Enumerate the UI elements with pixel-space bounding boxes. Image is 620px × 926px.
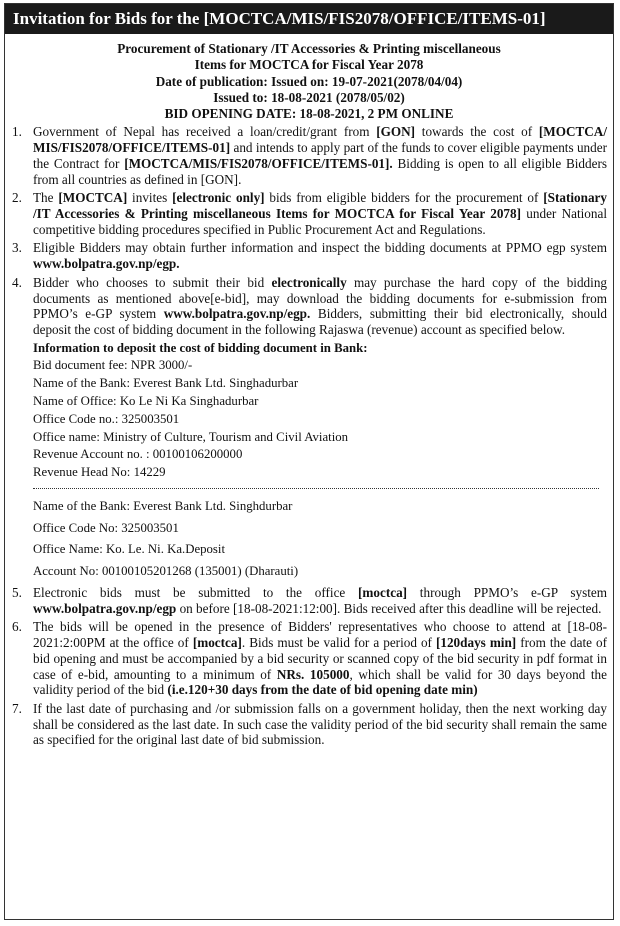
clause-text-run: , which shall be valid for 30 days beyond the validity period of the bid bbox=[33, 666, 607, 698]
clause-number: 2. bbox=[12, 190, 22, 206]
clause-text-run: Bidders, submitting their bid electronically, should deposit the cost of bidding document in the following Rajaswa (revenue) account as specified below. bbox=[33, 306, 607, 337]
clause-text-bold: [MOCTCA] bbox=[58, 190, 128, 206]
bank-info-line: Name of Office: Ko Le Ni Ka Singhadurbar bbox=[33, 394, 259, 409]
clause-text-run: and intends to apply part of the funds to cover eligible payments under the Contract for bbox=[33, 140, 607, 171]
bank-account-line: Account No: 00100105201268 (135001) (Dharauti) bbox=[33, 563, 299, 578]
clause-item bbox=[5, 240, 613, 271]
clause-text-bold: [electronic only] bbox=[172, 190, 265, 206]
bank-info-line: Office name: Ministry of Culture, Tourism and Civil Aviation bbox=[33, 429, 349, 444]
clause-item bbox=[5, 275, 613, 582]
clause-text-run: If the last date of purchasing and /or submission falls on a government holiday, then the next working day shall be considered as the last date. In such case the validity period of the bid security shall remain the same as specified for the original last date of bid submission. bbox=[33, 700, 607, 748]
clause-text-bold: [MOCTCA/MIS/FIS2078/OFFICE/ITEMS-01]. bbox=[124, 155, 393, 171]
notice-title: Invitation for Bids for the [MOCTCA/MIS/FIS2078/OFFICE/ITEMS-01] bbox=[5, 4, 613, 34]
bank-info-line: Name of the Bank: Everest Bank Ltd. Singhadurbar bbox=[33, 376, 299, 391]
bank-account-line: Name of the Bank: Everest Bank Ltd. Singhdurbar bbox=[33, 499, 293, 513]
clause-text bbox=[33, 240, 607, 271]
clause-text-run: Eligible Bidders may obtain further information and inspect the bidding documents at PPMO egp system bbox=[33, 240, 607, 256]
bank-account-line: Office Code No: 325003501 bbox=[33, 520, 179, 535]
bid-notice bbox=[4, 3, 614, 920]
clause-number: 3. bbox=[12, 240, 22, 256]
bank-info-line: Bid document fee: NPR 3000/- bbox=[33, 358, 193, 373]
clause-item bbox=[5, 124, 613, 187]
clause-text bbox=[33, 585, 607, 616]
clause-text bbox=[33, 190, 607, 236]
clause-text bbox=[33, 275, 607, 337]
clause-text-run: Electronic bids must be submitted to the office bbox=[33, 585, 359, 600]
clause-text-bold: [GON] bbox=[376, 124, 416, 140]
clause-text-bold: www.bolpatra.gov.np/egp. bbox=[33, 256, 180, 272]
header-line-opening-date: BID OPENING DATE: 18-08-2021, 2 PM ONLINE bbox=[164, 106, 454, 122]
clause-text-bold: [Stationary /IT Accessories & Printing miscellaneous Items for MOCTCA for Fiscal Year 2078] bbox=[33, 190, 608, 221]
clause-text-run: invites bbox=[127, 190, 173, 206]
clause-text-bold: www.bolpatra.gov.np/egp. bbox=[163, 306, 311, 322]
clause-text-run: under National competitive bidding procedures specified in Public Procurement Act and Regulations. bbox=[33, 206, 607, 237]
clause-number: 5. bbox=[12, 585, 22, 600]
bank-info-line: Revenue Account no. : 00100106200000 bbox=[33, 447, 243, 462]
notice-header bbox=[5, 41, 613, 122]
clause-text-run: bids from eligible bidders for the procurement of bbox=[264, 190, 544, 206]
clause-text-run: from the date of bid opening and must be accompanied by a bid security or scanned copy of the bid security in pdf format in case of e-bid, amounting to a minimum of bbox=[33, 635, 608, 682]
clause-item bbox=[5, 619, 613, 698]
clause-text bbox=[33, 124, 607, 186]
clause-text-run: through PPMO’s e-GP system bbox=[407, 585, 607, 600]
clause-text-bold: electronically bbox=[271, 274, 347, 290]
clause-text-bold: [120days min] bbox=[435, 635, 517, 651]
clause-item bbox=[5, 190, 613, 237]
clause-text bbox=[33, 701, 607, 747]
clause-number: 4. bbox=[12, 274, 22, 290]
header-line-publication-date: Date of publication: Issued on: 19-07-2021(2078/04/04) bbox=[155, 73, 463, 89]
bank-info-heading: Information to deposit the cost of bidding document in Bank: bbox=[33, 340, 368, 355]
clause-item bbox=[5, 701, 613, 748]
header-line-items: Items for MOCTCA for Fiscal Year 2078 bbox=[194, 57, 424, 73]
header-line-issued-to: Issued to: 18-08-2021 (2078/05/02) bbox=[213, 89, 405, 105]
clause-text-bold: [MOCTCA/ MIS/FIS2078/OFFICE/ITEMS-01] bbox=[33, 124, 607, 156]
clause-text-run: . Bids must be valid for a period of bbox=[241, 635, 436, 651]
clause-text-run: Government of Nepal has received a loan/credit/grant from bbox=[33, 124, 377, 140]
clause-text-run: Bidder who chooses to submit their bid bbox=[33, 274, 272, 290]
clause-text-bold: NRs. 105000 bbox=[276, 666, 350, 682]
bank-info-line: Office Code no.: 325003501 bbox=[33, 411, 180, 426]
header-line-procurement: Procurement of Stationary /IT Accessories & Printing miscellaneous bbox=[117, 41, 501, 56]
clause-text-run: Bidding is open to all eligible Bidders from all countries as defined in [GON]. bbox=[33, 155, 607, 187]
clause-list bbox=[5, 124, 613, 748]
clause-item bbox=[5, 585, 613, 616]
bank-deposit-info bbox=[33, 340, 607, 482]
clause-text-bold: www.bolpatra.gov.np/egp bbox=[33, 600, 177, 616]
clause-number: 6. bbox=[12, 619, 22, 635]
clause-text-run: on before [18-08-2021:12:00]. Bids received after this deadline will be rejected. bbox=[176, 600, 602, 616]
clause-text-run: towards the cost of bbox=[415, 124, 539, 140]
clause-number: 1. bbox=[12, 124, 22, 140]
bank-account-line: Office Name: Ko. Le. Ni. Ka.Deposit bbox=[33, 542, 226, 556]
clause-text-run: The bbox=[33, 190, 59, 206]
clause-text bbox=[33, 619, 607, 697]
clause-text-run: The bids will be opened in the presence of Bidders' representatives who choose to attend at [18-08-2021:2:00PM at the office of bbox=[33, 619, 607, 651]
clause-number: 7. bbox=[12, 700, 22, 716]
bank-deposit-account bbox=[33, 496, 607, 582]
clause-text-bold: [moctca] bbox=[358, 585, 408, 600]
bank-info-line: Revenue Head No: 14229 bbox=[33, 465, 166, 480]
dotted-divider bbox=[33, 488, 599, 489]
clause-text-bold: (i.e.120+30 days from the date of bid opening date min) bbox=[167, 682, 478, 698]
clause-text-bold: [moctca] bbox=[192, 635, 242, 651]
clause-text-run: may purchase the hard copy of the bidding documents as mentioned above[e-bid], may download the bidding documents for e-submission from PPMO’s e-GP system bbox=[33, 274, 608, 322]
